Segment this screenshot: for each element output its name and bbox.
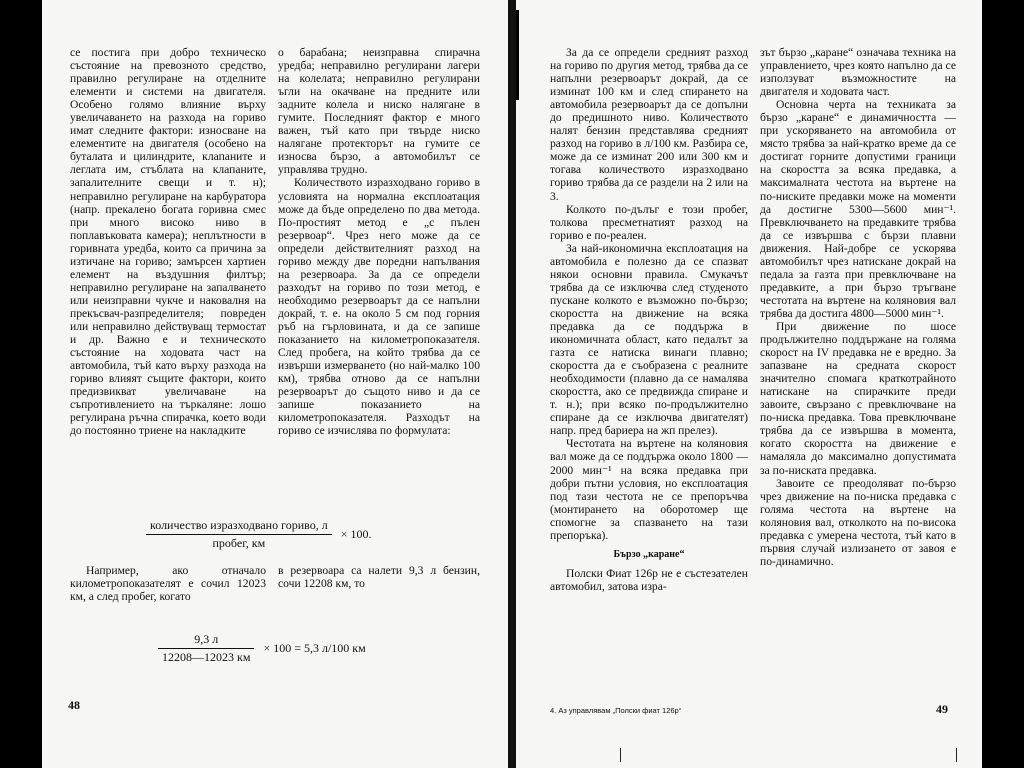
paragraph: За да се определи средният разход на гориво по другия метод, трябва да се напълни резервоарът докрай, да се изминат 100 км и след спирането на автомобила резервоарът да се допълни до предишното ниво. Количеството налят бензин представлява средният разход на гориво в л/100 км. Разбира се, може да се изминат 200 или 300 км и тогава количеството изразходвано гориво трябва да се раздели на 2 или на 3. bbox=[550, 46, 748, 203]
formula-result: × 100 = 5,3 л/100 км bbox=[263, 641, 366, 655]
scan-mark bbox=[956, 748, 957, 762]
right-column-2 bbox=[760, 46, 956, 568]
paragraph: в резервоара са налети 9,3 л бензин, сочи 12208 км, то bbox=[278, 564, 480, 591]
example-formula bbox=[158, 632, 366, 665]
example-text-right bbox=[278, 564, 480, 590]
fraction bbox=[146, 518, 332, 551]
paragraph: се постига при добро техническо състояние на превозното средство, правилно регулиране на отделните елементи и системи на двигателя. Особено голямо влияние върху увеличаването на разхода на гориво имат следните фактори: износване на елементите на двигателя (особено на буталата и цилиндрите, клапаните и леглата им, стъблата на клапаните, запалителните свещи и т. н); неправилно регулиране на карбуратора (напр. прекалено богата горивна смес при много високо ниво в поплавъковата камера); неплътности в горивната уредба, които са причина за изтичане на гориво; замърсен хартиен елемент на въздушния филтър; неправилно регулиране на запалването или неизправни чукче и наковалня на прекъсвач-разпределителя; повреден или неправилно действуващ термостат и др. Важно е и техническото състояние на ходовата част на автомобила, тъй като върху разхода на гориво влияят същите фактори, които предизвикват увеличаване на съпротивлението на търкаляне: лошо регулирана ръчна спирачка, което води до постоянно триене на накладките bbox=[70, 46, 266, 438]
left-page bbox=[42, 0, 508, 768]
paragraph: зът бързо „каране“ означава техника на управлението, чрез която напълно да се използуват възможностите на двигателя и ходовата част. bbox=[760, 46, 956, 99]
scan-mark bbox=[620, 748, 621, 762]
formula-numerator: количество изразходвано гориво, л bbox=[146, 518, 332, 535]
example-text-left bbox=[70, 564, 266, 603]
section-heading: Бързо „каране“ bbox=[613, 548, 685, 560]
page-number: 49 bbox=[936, 702, 948, 716]
paragraph: Количеството изразходвано гориво в условията на нормална експлоатация може да бъде определено по два метода. По-простият метод е „с пълен резервоар“. Чрез него може да се определи действителният разход на гориво между две поредни напълвания на резервоара. За да се определи разходът на гориво по този метод, е необходимо резервоарът да се напълни докрай, т. е. на около 5 см под горния ръб на гърловината, и да се запише показанието на километропоказателя. След пробега, на който трябва да се извърши измерването (но най-малко 100 км), трябва отново да се напълни резервоарът до същото ниво и да се запише показанието на километропоказателя. Разходът на гориво се изчислява по формулата: bbox=[278, 176, 480, 438]
page-number: 48 bbox=[68, 698, 80, 712]
formula-multiplier: × 100. bbox=[340, 527, 372, 541]
paragraph: Колкото по-дълъг е този пробег, толкова преcметнатият разход на гориво е по-реален. bbox=[550, 202, 748, 242]
formula-denominator: пробег, км bbox=[212, 536, 266, 550]
fraction bbox=[158, 632, 254, 665]
scan-edge bbox=[516, 10, 519, 100]
paragraph: о барабана; неизправна спирачна уредба; неправилно регулирани лагери на колелата; неправилно регулирани ъгли на окачване на предните или задните колела и ниско налягане в гумите. Последният фактор е много важен, тъй като при твърде ниско налягане протекторът на гумите се износва бързо, а автомобилът се управлява трудно. bbox=[278, 46, 480, 177]
paragraph: Основна черта на техниката за бързо „каране“ е динамичността — при ускоряването на автомобила от място трябва за най-кратко време да се достигат горните допустими граници на скоростта за всяка предавка, а максималната честота на въртене на по-ниските предавки може на моменти да достигне 5300—5600 мин⁻¹. Превключването на предавките трябва да се извършва с бързи плавни движения. Най-добре се ускорява автомобилът чрез натискане докрай на педала за газта при превключване на предавките, а при бързо тръгване честотата на въртене на коляновия вал трябва да достига 4800—5000 мин⁻¹. bbox=[760, 98, 956, 320]
fuel-formula bbox=[146, 518, 371, 551]
right-column-1 bbox=[550, 46, 748, 593]
paragraph: За най-икономична експлоатация на автомобила е полезно да се спазват някои основни правила. Смукачът трябва да се изключва след студеното пускане колкото е възможно по-бързо; скоростта на движение на всяка предавка да се поддържа в икономичната област, като педалът за газта се натиска винаги плавно; скоростта да е съобразена с реалните необходимости (плавно да се намалява скоростта, ако се предвижда спиране и т. н.); при всяко по-продължително спиране да се изключва двигателят) напр. пред бариера на жп прелез). bbox=[550, 241, 748, 438]
paragraph: При движение по шосе продължително поддържане на голяма скорост на IV предавка не е вредно. За запазване на средната скорост значително спомага краткотрайното натискане на спирачките преди завоите, свързано с превключване на по-ниска предавка. Това превключване трябва да се извършва в момента, когато скоростта на движение е намаляла до максимално допустимата за по-ниската предавка. bbox=[760, 319, 956, 477]
left-column-1 bbox=[70, 46, 266, 437]
left-column-2 bbox=[278, 46, 480, 437]
book-spine bbox=[508, 0, 516, 768]
paragraph: Например, ако отначало километропоказателят е сочил 12023 км, а след пробег, когато bbox=[70, 564, 266, 604]
formula-numerator: 9,3 л bbox=[158, 632, 254, 649]
paragraph: Полски Фиат 126р не е състезателен автомобил, затова изра- bbox=[550, 566, 748, 593]
formula-denominator: 12208—12023 км bbox=[162, 650, 251, 664]
footnote: 4. Аз управлявам „Полски фиат 126р“ bbox=[550, 706, 682, 715]
paragraph: Завоите се преодоляват по-бързо чрез движение на по-ниска предавка с голяма честота на въртене на коляновия вал, отколкото на по-висока предавка с умерена честота, тъй като в първия случай излизането от завоя е по-динамично. bbox=[760, 476, 956, 568]
right-page bbox=[516, 0, 982, 768]
paragraph: Честотата на въртене на коляновия вал може да се поддържа около 1800 — 2000 мин⁻¹ на всяка предавка при добри пътни условия, но експлоатация под тази честота не се препоръчва (монтирането на оборотомер ще спомогне за спазването на тази препоръка). bbox=[550, 437, 748, 542]
